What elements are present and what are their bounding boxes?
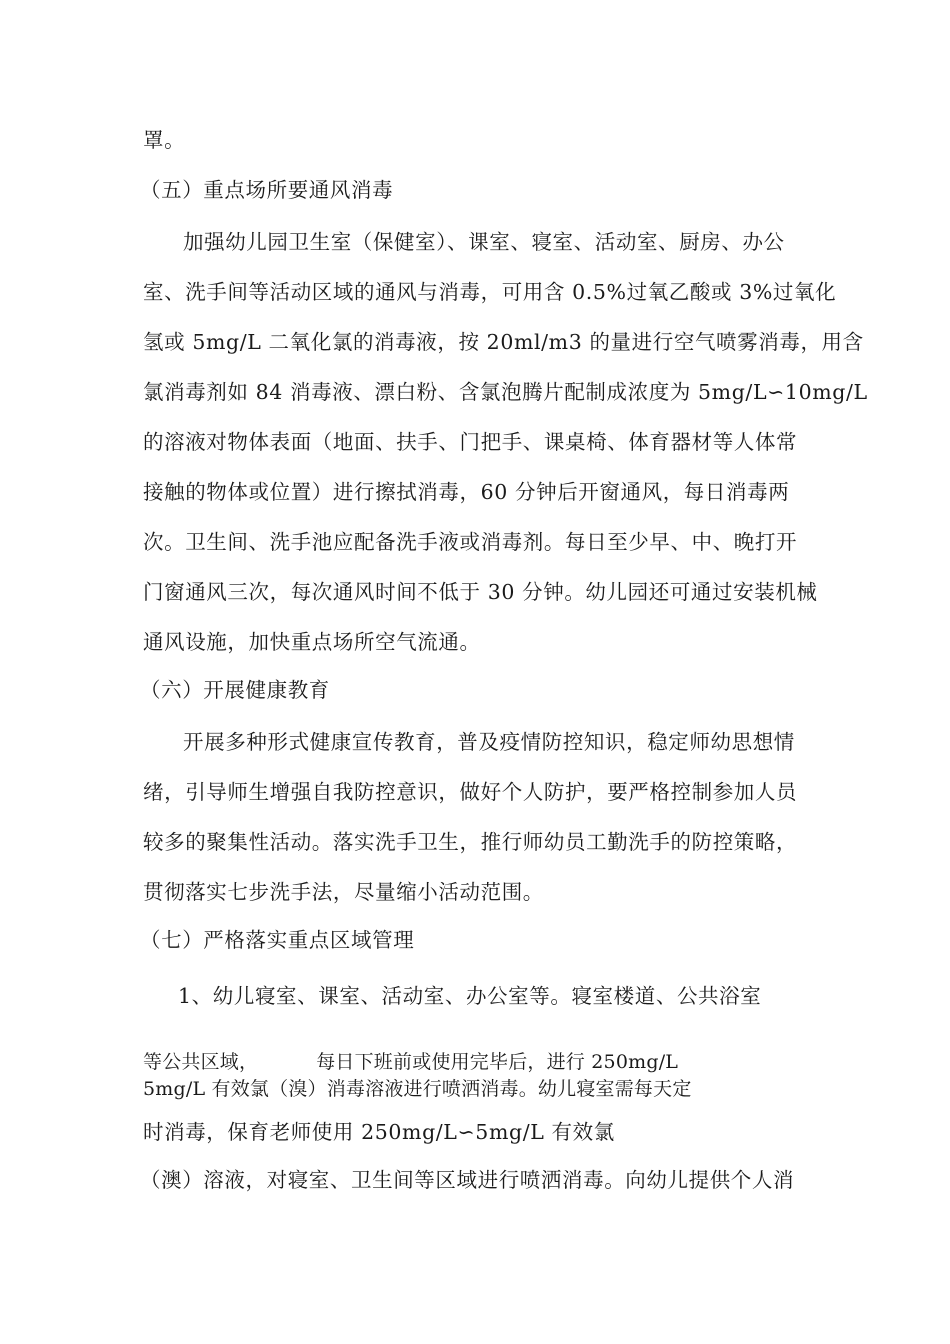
paragraph-line: 时消毒，保育老师使用 250mg/L∽5mg/L 有效氯 [143, 1120, 615, 1144]
list-item-1: 1、幼儿寝室、课室、活动室、办公室等。寝室楼道、公共浴室 [178, 984, 762, 1008]
paragraph-line: 的溶液对物体表面（地面、扶手、门把手、课桌椅、体育器材等人体常 [143, 430, 798, 454]
paragraph-line: 贯彻落实七步洗手法，尽量缩小活动范围。 [143, 880, 544, 904]
paragraph-line [143, 1048, 678, 1076]
text-line: 罩。 [143, 128, 186, 152]
section-heading-5: （五）重点场所要通风消毒 [140, 178, 394, 202]
paragraph-line: 加强幼儿园卫生室（保健室）、课室、寝室、活动室、厨房、办公 [183, 230, 785, 254]
paragraph-line: 室、洗手间等活动区域的通风与消毒，可用含 0.5%过氧乙酸或 3%过氧化 [143, 280, 837, 304]
paragraph-line: 通风设施，加快重点场所空气流通。 [143, 630, 481, 654]
paragraph-line: 接触的物体或位置）进行擦拭消毒，60 分钟后开窗通风，每日消毒两 [143, 480, 790, 504]
paragraph-line: 氢或 5mg/L 二氧化氯的消毒液，按 20ml/m3 的量进行空气喷雾消毒，用含 [143, 330, 864, 354]
paragraph-line: 次。卫生间、洗手池应配备洗手液或消毒剂。每日至少早、中、晚打开 [143, 530, 798, 554]
paragraph-line: 开展多种形式健康宣传教育，普及疫情防控知识，稳定师幼思想情 [183, 730, 795, 754]
paragraph-line: 绪，引导师生增强自我防控意识，做好个人防护，要严格控制参加人员 [143, 780, 798, 804]
text-fragment: 每日下班前或使用完毕后，进行 250mg/L [316, 1051, 679, 1073]
section-heading-7: （七）严格落实重点区域管理 [140, 928, 415, 952]
paragraph-line: 较多的聚集性活动。落实洗手卫生，推行师幼员工勤洗手的防控策略， [143, 830, 798, 854]
section-heading-6: （六）开展健康教育 [140, 678, 330, 702]
paragraph-line: 5mg/L 有效氯（溴）消毒溶液进行喷洒消毒。幼儿寝室需每天定 [143, 1078, 692, 1100]
paragraph-line: （澳）溶液，对寝室、卫生间等区域进行喷洒消毒。向幼儿提供个人消 [140, 1168, 795, 1192]
paragraph-line: 氯消毒剂如 84 消毒液、漂白粉、含氯泡腾片配制成浓度为 5mg/L∽10mg/L [143, 380, 868, 404]
paragraph-line: 门窗通风三次，每次通风时间不低于 30 分钟。幼儿园还可通过安装机械 [143, 580, 818, 604]
text-fragment: 等公共区域， [143, 1051, 259, 1073]
